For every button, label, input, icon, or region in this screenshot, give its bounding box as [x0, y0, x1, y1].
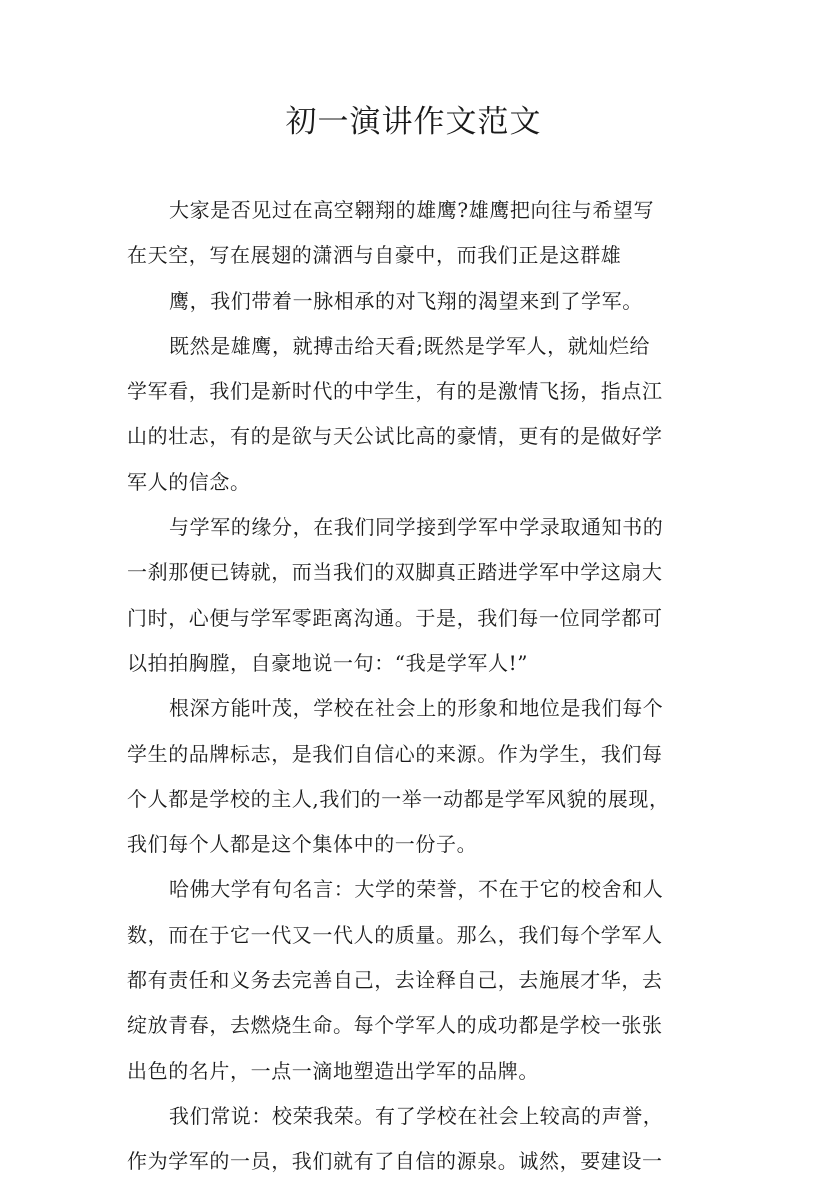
text-line: 与学军的缘分，在我们同学接到学军中学录取通知书的 — [169, 515, 664, 540]
text-line: 哈佛大学有句名言：大学的荣誉，不在于它的校舍和人 — [169, 877, 664, 902]
text-line: 山的壮志，有的是欲与天公试比高的豪情，更有的是做好学 — [127, 424, 663, 449]
text-line: 鹰，我们带着一脉相承的对飞翔的渴望来到了学军。 — [169, 288, 643, 313]
text-line: 出色的名片，一点一滴地塑造出学军的品牌。 — [127, 1058, 539, 1083]
text-line: 学军看，我们是新时代的中学生，有的是激情飞扬，指点江 — [127, 379, 663, 404]
text-line: 军人的信念。 — [127, 469, 251, 494]
text-line: 数，而在于它一代又一代人的质量。那么，我们每个学军人 — [127, 922, 663, 947]
document-title: 初一演讲作文范文 — [285, 104, 542, 140]
text-line: 绽放青春，去燃烧生命。每个学军人的成功都是学校一张张 — [127, 1013, 663, 1038]
text-line: 我们常说：校荣我荣。有了学校在社会上较高的声誉， — [169, 1103, 664, 1128]
text-line: 以拍拍胸膛，自豪地说一句：“我是学军人!” — [127, 650, 529, 675]
text-line: 一刹那便已铸就，而当我们的双脚真正踏进学军中学这扇大 — [127, 560, 663, 585]
text-line: 学生的品牌标志，是我们自信心的来源。作为学生，我们每 — [127, 741, 663, 766]
text-line: 在天空，写在展翅的潇洒与自豪中，而我们正是这群雄 — [127, 243, 622, 268]
text-line: 都有责任和义务去完善自己，去诠释自己，去施展才华，去 — [127, 968, 663, 993]
text-line: 既然是雄鹰，就搏击给天看;既然是学军人，就灿烂给 — [169, 333, 651, 358]
text-line: 作为学军的一员，我们就有了自信的源泉。诚然，要建设一 — [127, 1149, 663, 1174]
text-line: 个人都是学校的主人,我们的一举一动都是学军风貌的展现， — [127, 786, 670, 811]
text-line: 门时，心便与学军零距离沟通。于是，我们每一位同学都可 — [127, 605, 663, 630]
text-line: 根深方能叶茂，学校在社会上的形象和地位是我们每个 — [169, 696, 664, 721]
text-line: 我们每个人都是这个集体中的一份子。 — [127, 832, 478, 857]
document-body — [127, 188, 707, 1185]
text-line: 大家是否见过在高空翱翔的雄鹰?雄鹰把向往与希望写 — [169, 198, 655, 222]
